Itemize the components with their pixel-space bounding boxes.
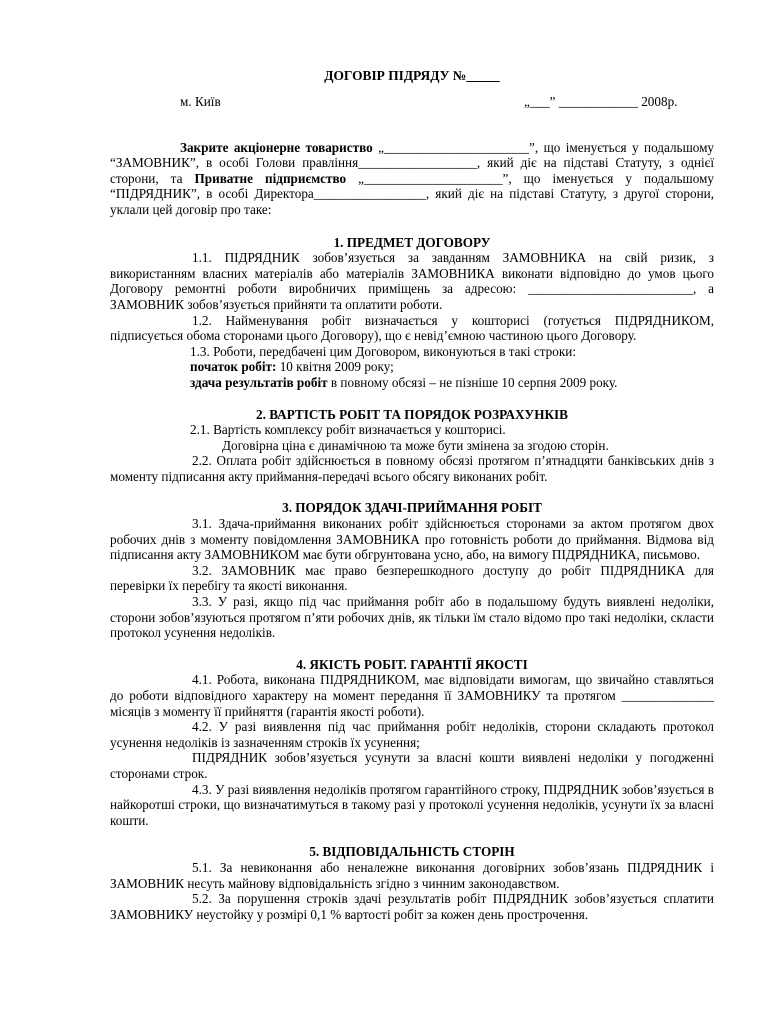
clause-1-1: 1.1. ПІДРЯДНИК зобов’язується за завданням ЗАМОВНИКА на свій ризик, з використанням власних матеріалів або матеріалів ЗАМОВНИКА виконати відповідно до умов цього Договору ремонтні роботи виробничих приміщень за адресою: _________________________, а ЗАМОВНИК зобов’язується прийняти та оплатити роботи. <box>110 250 714 312</box>
clause-3-3: 3.3. У разі, якщо під час приймання робіт або в подальшому будуть виявлені недоліки, сторони зобов’язуються протягом п’яти робочих днів, як тільки їм стало відомо про такі недоліки, скласти протокол усунення недоліків. <box>110 594 714 641</box>
clause-4-2-continued: ПІДРЯДНИК зобов’язується усунути за власні кошти виявлені недоліки у погодженні сторонами строк. <box>110 750 714 781</box>
clause-1-2: 1.2. Найменування робіт визначається у кошторисі (готується ПІДРЯДНИКОМ, підписується обома сторонами цього Договору), що є невід’ємною частиною цього Договору. <box>110 312 714 344</box>
work-end-line <box>110 375 714 391</box>
clause-4-2: 4.2. У разі виявлення під час приймання робіт недоліків, сторони складають протокол усунення недоліків із зазначенням строків їх усунення; <box>110 719 714 750</box>
section-2-heading: 2. ВАРТІСТЬ РОБІТ ТА ПОРЯДОК РОЗРАХУНКІВ <box>256 406 568 422</box>
preamble-paragraph <box>110 140 714 218</box>
date-field: „___” ____________ 2008р. <box>524 93 678 109</box>
work-end-value: в повному обсязі – не пізніше 10 серпня 2009 року. <box>327 374 618 390</box>
work-start-value: 10 квітня 2009 року; <box>276 359 394 375</box>
contractor-company-type: Приватне підприємство <box>194 170 347 186</box>
city-label: м. Київ <box>180 93 221 109</box>
clause-3-1: 3.1. Здача-приймання виконаних робіт здійснюється сторонами за актом протягом двох робочих днів з моменту повідомлення ЗАМОВНИКА про готовність роботи до приймання. Відмова від підписання акту ЗАМОВНИКОМ має бути обгрунтована усно, або, на вимогу ПІДРЯДНИКА, письмово. <box>110 516 714 563</box>
clause-5-1: 5.1. За невиконання або неналежне виконання договірних зобов’язань ПІДРЯДНИК і ЗАМОВНИК несуть майнову відповідальність згідно з чинним законодавством. <box>110 859 714 891</box>
place-date-row <box>110 94 714 110</box>
work-start-line <box>110 359 714 375</box>
document-page <box>110 68 714 922</box>
work-end-label: здача результатів робіт <box>190 374 328 390</box>
preamble-text-2: „_____________________”, що іменується у подальшому “ПІДРЯДНИК”, в особі Директора_________________, який діє на підставі Статуту, з другої сторони, уклали цей договір про таке: <box>110 170 714 217</box>
clause-3-2: 3.2. ЗАМОВНИК має право безперешкодного доступу до робіт ПІДРЯДНИКА для перевірки їх перебігу та якості виконання. <box>110 562 714 594</box>
clause-1-3: 1.3. Роботи, передбачені цим Договором, виконуються в такі строки: <box>190 343 576 359</box>
section-1-heading: 1. ПРЕДМЕТ ДОГОВОРУ <box>333 234 491 250</box>
clause-2-1: 2.1. Вартість комплексу робіт визначається у кошторисі. <box>190 422 506 438</box>
customer-company-type: Закрите акціонерне товариство <box>180 139 373 155</box>
clause-4-1: 4.1. Робота, виконана ПІДРЯДНИКОМ, має відповідати вимогам, що звичайно ставляться до роботи відповідного характеру на момент передання її ЗАМОВНИКУ та протягом ______________ місяців з моменту її прийняття (гарантія якості роботи). <box>110 672 714 719</box>
section-5-heading: 5. ВІДПОВІДАЛЬНІСТЬ СТОРІН <box>309 844 515 860</box>
section-4-heading: 4. ЯКІСТЬ РОБІТ. ГАРАНТІЇ ЯКОСТІ <box>296 656 528 672</box>
clause-2-1-note: Договірна ціна є динамічною та може бути змінена за згодою сторін. <box>222 437 609 453</box>
section-3-heading: 3. ПОРЯДОК ЗДАЧІ-ПРИЙМАННЯ РОБІТ <box>282 500 542 516</box>
clause-4-3: 4.3. У разі виявлення недоліків протягом гарантійного строку, ПІДРЯДНИК зобов’язується в найкоротші строки, що визначатимуться в такому разі у протоколі усунення недоліків, усунути їх за власні кошти. <box>110 781 714 828</box>
document-title: ДОГОВІР ПІДРЯДУ №_____ <box>324 68 500 83</box>
clause-5-2: 5.2. За порушення строків здачі результатів робіт ПІДРЯДНИК зобов’язується сплатити ЗАМОВНИКУ неустойку у розмірі 0,1 % вартості робіт за кожен день прострочення. <box>110 891 714 922</box>
work-start-label: початок робіт: <box>190 359 277 375</box>
clause-2-2: 2.2. Оплата робіт здійснюється в повному обсязі протягом п’ятнадцяти банківських днів з моменту підписання акту приймання-передачі всього обсягу виконаних робіт. <box>110 453 714 484</box>
preamble-text-1: „______________________”, що іменується у подальшому “ЗАМОВНИК”, в особі Голови правління__________________, який діє на підставі Статуту, з однієї сторони, та <box>110 139 715 186</box>
